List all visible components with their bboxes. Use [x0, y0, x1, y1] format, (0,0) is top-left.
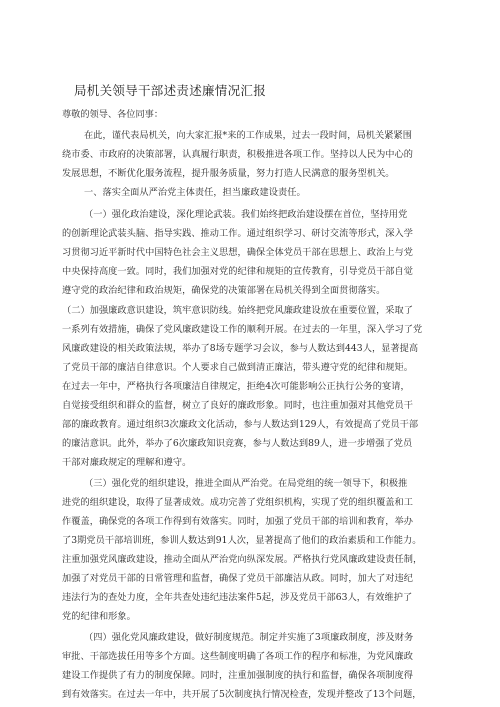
- body-line: 党的纪律和形象。: [62, 611, 136, 622]
- body-line: 自觉接受组织和群众的监督，树立了良好的廉政形象。同时，也注重加强对其他党员干: [62, 400, 414, 411]
- body-line: 加强了对党员干部的日常管理和监督，确保了党员干部廉洁从政。同时，加大了对违纪: [62, 573, 414, 584]
- greeting: 尊敬的领导、各位同事：: [62, 109, 164, 120]
- body-line: 发展思想，不断优化服务流程，提升服务质量，努力打造人民满意的服务型机关。: [62, 168, 395, 179]
- body-line: 注重加强党风廉政建设，推动全面从严治党向纵深发展。严格执行党风廉政建设责任制，: [62, 554, 423, 565]
- body-line: 中央保持高度一致。同时，我们加强对党的纪律和规矩的宣传教育，引导党员干部自觉: [62, 266, 414, 277]
- body-line: 干部对廉政规定的理解和遵守。: [62, 457, 192, 468]
- body-line: 绕市委、市政府的决策部署，认真履行职责，积极推进各项工作。坚持以人民为中心的: [62, 149, 414, 160]
- body-line: 作覆盖，确保党的各项工作得到有效落实。同时，加强了党员干部的培训和教育，举办: [62, 516, 414, 527]
- body-line: 遵守党的政治纪律和政治规矩，确保党的决策部署在局机关得到全面贯彻落实。: [62, 285, 386, 296]
- body-line: 习贯彻习近平新时代中国特色社会主义思想，确保全体党员干部在思想上、政治上与党: [62, 247, 414, 258]
- body-line: 到有效落实。在过去一年中，共开展了5次制度执行情况检查，发现并整改了13个问题，: [62, 689, 422, 700]
- body-line: （二）加强廉政意识建设，筑牢意识防线。始终把党风廉政建设放在重要位置，采取了: [62, 305, 414, 316]
- section-heading: 一、落实全面从严治党主体责任，担当廉政建设责任。: [84, 187, 306, 198]
- body-line: 部的廉政教育。通过组织3次廉政文化活动，参与人数达到129人，有效提高了党员干部: [62, 419, 419, 430]
- body-line: 在此，谨代表局机关，向大家汇报*来的工作成果，过去一段时间，局机关紧紧围: [84, 130, 412, 141]
- body-line: （三）强化党的组织建设，推进全面从严治党。在局党组的统一领导下，积极推: [84, 478, 408, 489]
- body-line: 违法行为的查处力度，全年共查处违纪违法案件5起，涉及党员干部63人，有效维护了: [62, 592, 413, 603]
- body-line: 了3期党员干部培训班，参训人数达到91人次，显著提高了他们的政治素质和工作能力。: [62, 535, 422, 546]
- body-line: 进党的组织建设，取得了显著成效。成功完善了党组织机构，实现了党的组织覆盖和工: [62, 497, 414, 508]
- body-line: 审批、干部选拔任用等多个方面。这些制度明确了各项工作的程序和标准，为党风廉政: [62, 651, 414, 662]
- body-line: （四）强化党风廉政建设，做好制度规范。制定并实施了3项廉政制度，涉及财务: [84, 632, 414, 643]
- body-line: 一系列有效措施，确保了党风廉政建设工作的顺利开展。在过去的一年里，深入学习了党: [62, 324, 423, 335]
- body-line: （一）强化政治建设，深化理论武装。我们始终把政治建设摆在首位，坚持用党: [84, 209, 408, 220]
- body-line: 的创新理论武装头脑、指导实践、推动工作。通过组织学习、研讨交流等形式，深入学: [62, 228, 414, 239]
- body-line: 了党员干部的廉洁自律意识。个人要求自己做到清正廉洁，带头遵守党的纪律和规矩。: [62, 362, 414, 373]
- body-line: 风廉政建设的相关政策法规，举办了8场专题学习会议，参与人数达到443人，显著提高: [62, 343, 419, 354]
- body-line: 建设工作提供了有力的制度保障。同时，注重加强制度的执行和监督，确保各项制度得: [62, 670, 414, 681]
- body-line: 的廉洁意识。此外，举办了6次廉政知识竞赛，参与人数达到89人，进一步增强了党员: [62, 438, 413, 449]
- document-title: 局机关领导干部述责述廉情况汇报: [74, 83, 267, 98]
- body-line: 在过去一年中，严格执行各项廉洁自律规定，拒绝4次可能影响公正执行公务的宴请，: [62, 381, 410, 392]
